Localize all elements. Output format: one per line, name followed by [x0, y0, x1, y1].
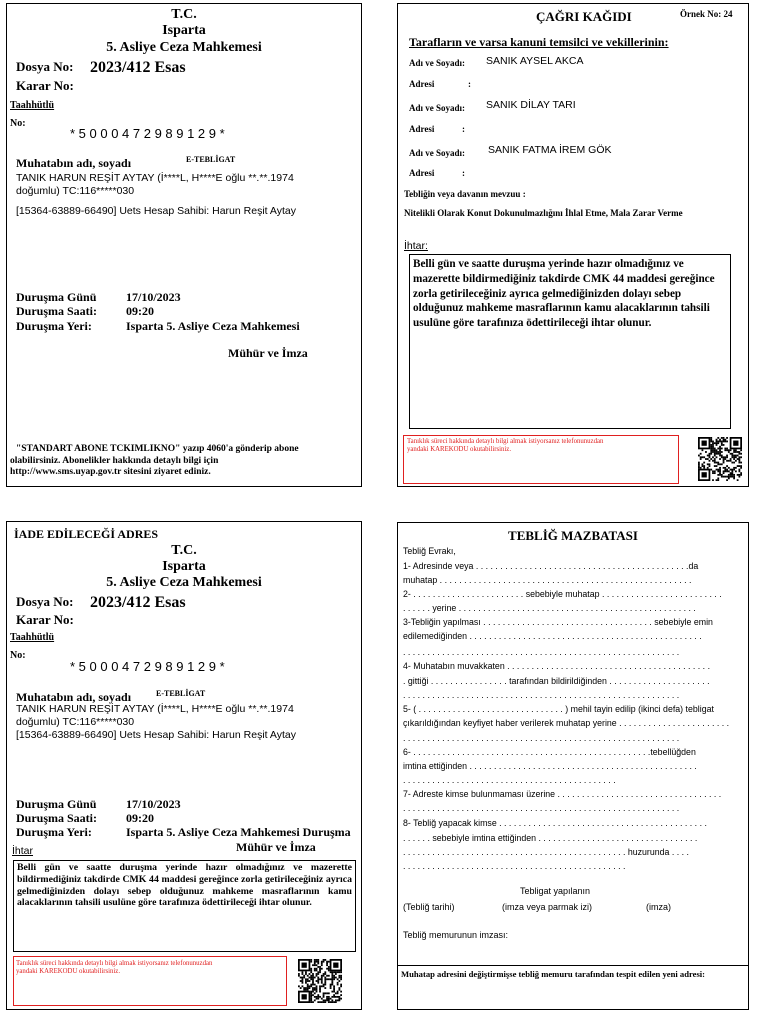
mazbata-line: . . . . . . . . . . . . . . . . . . . . . . . . . . . . . . . . . . . . . . . . . . . . . .	[403, 861, 626, 871]
party-2-address-colon: :	[462, 124, 465, 134]
karar-label-bottom: Karar No:	[16, 612, 74, 627]
party-1-address-colon: :	[468, 79, 471, 89]
sms-line2: olabilirsiniz. Abonelikler hakkında detaylı bilgi için	[10, 456, 219, 466]
teblig-konu-label: Tebliğin veya davanın mevzuu :	[404, 189, 526, 199]
party-3-name-label: Adı ve Soyadı:	[409, 148, 466, 158]
mazbata-line: . . . . . . . . . . . . . . . . . . . . . . . . . . . . . . . . . . . . . . . . . . . .	[403, 775, 616, 785]
yeni-adres-label: Muhatap adresini değiştirmişse tebliğ memuru tarafından tespit edilen yeni adresi:	[401, 969, 706, 979]
mazbata-line: 7- Adreste kimse bulunmaması üzerine . . . . . . . . . . . . . . . . . . . . . . . . . . . . . . . . . .	[403, 789, 722, 799]
city-heading-bottom: Isparta	[162, 559, 206, 574]
karar-label: Karar No:	[16, 78, 74, 93]
dosya-value: 2023/412 Esas	[90, 59, 186, 76]
mazbata-line: 2- . . . . . . . . . . . . . . . . . . . . . . . sebebiyle muhatap . . . . . . . . . . . . . . . . . . . . . . . . .	[403, 589, 722, 599]
party-1-name: SANIK AYSEL AKCA	[486, 55, 584, 67]
mazbata-line: . . . . . . . . . . . . . . . . . . . . . . . . . . . . . . . . . . . . . . . . . . . . . . . . . . . . . . . . .	[403, 647, 680, 657]
etebligat-label: E-TEBLİGAT	[186, 155, 236, 164]
mazbata-line: 4- Muhatabın muvakkaten . . . . . . . . . . . . . . . . . . . . . . . . . . . . . . . . . . . . . . . . . .	[403, 661, 711, 671]
muhatap-label-bottom: Muhatabın adı, soyadı	[16, 690, 132, 704]
mazbata-line: 5- ( . . . . . . . . . . . . . . . . . . . . . . . . . . . . . . ) mehil tayin edilip (ikinci defa) tebligat	[403, 704, 714, 714]
ihtar-text-top: Belli gün ve saatte duruşma yerinde hazır olmadığınız ve mazerette bildirmediğiniz takdirde CMK 44 maddesi gereğince zorla getirileceğiniz ayrıca gelmediğinizden dolayı sebep olduğunuz mahkeme masraflarının kamu alacaklarının tahsili usulüne göre tarafınıza ödettirileceği ihtar olunur.	[413, 258, 715, 330]
dosya-label-bottom: Dosya No:	[16, 594, 74, 609]
dosya-label: Dosya No:	[16, 59, 74, 74]
dosya-value-bottom: 2023/412 Esas	[90, 594, 186, 611]
memur-imzasi: Tebliğ memurunun imzası:	[403, 930, 509, 940]
mazbata-line: . gittiği . . . . . . . . . . . . . . . . tarafından bildirildiğinden . . . . . . . . . . . . . . . . . . . . .	[403, 676, 710, 686]
muhatap-line2-bottom: doğumlu) TC:116*****030	[16, 716, 135, 728]
durusma-yeri-value-bottom: Isparta 5. Asliye Ceza Mahkemesi Duruşma	[126, 825, 351, 839]
durusma-gunu-label-bottom: Duruşma Günü	[16, 797, 97, 811]
durusma-saati-label: Duruşma Saati:	[16, 304, 98, 318]
city-heading: Isparta	[162, 23, 206, 38]
durusma-saati-label-bottom: Duruşma Saati:	[16, 811, 98, 825]
ihtar-label-bottom: İhtar	[12, 845, 34, 857]
etebligat-label-bottom: E-TEBLİGAT	[156, 689, 206, 698]
qr-code-top[interactable]	[698, 437, 742, 481]
tc-heading: T.C.	[171, 7, 197, 22]
mazbata-line: . . . . . . . . . . . . . . . . . . . . . . . . . . . . . . . . . . . . . . . . . . . . . . . . . . . . . . . . .	[403, 690, 680, 700]
durusma-gunu-value-bottom: 17/10/2023	[126, 797, 181, 811]
durusma-yeri-value: Isparta 5. Asliye Ceza Mahkemesi	[126, 319, 300, 333]
party-3-address-label: Adresi	[409, 168, 435, 178]
mazbata-line: . . . . . . . . . . . . . . . . . . . . . . . . . . . . . . . . . . . . . . . . . . . . . . huzurunda . . . .	[403, 847, 689, 857]
muhatap-line1: TANIK HARUN REŞİT AYTAY (İ****L, H****E oğlu **.**.1974	[16, 172, 294, 184]
muhatap-label: Muhatabın adı, soyadı	[16, 156, 132, 170]
mazbata-line: muhatap . . . . . . . . . . . . . . . . . . . . . . . . . . . . . . . . . . . . . . . . . . . . . . . . . . . .	[403, 575, 692, 585]
sms-line1: "STANDART ABONE TCKIMLIKNO" yazıp 4060'a gönderip abone	[16, 444, 299, 454]
mazbata-line: . . . . . . . . . . . . . . . . . . . . . . . . . . . . . . . . . . . . . . . . . . . . . . . . . . . . . . . . .	[403, 733, 680, 743]
no-label-bottom: No:	[10, 650, 26, 661]
mazbata-line: . . . . . . . . . . . . . . . . . . . . . . . . . . . . . . . . . . . . . . . . . . . . . . . . . . . . . . . . .	[403, 803, 680, 813]
mazbata-line: 1- Adresinde veya . . . . . . . . . . . . . . . . . . . . . . . . . . . . . . . . . . . . . . . . . . . .da	[403, 561, 699, 571]
teblig-mazbatasi-title: TEBLİĞ MAZBATASI	[508, 528, 638, 543]
party-3-name: SANIK FATMA İREM GÖK	[488, 144, 612, 156]
taahhutlu-label-bottom: Taahhütlü	[10, 632, 55, 643]
taraflar-heading: Tarafların ve varsa kanuni temsilci ve vekillerinin:	[409, 35, 669, 49]
tanik-notice-line2-top: yandaki KAREKODU okutabilirsiniz.	[407, 446, 512, 453]
tc-heading-bottom: T.C.	[171, 543, 197, 558]
imza-parmak: (imza veya parmak izi)	[502, 902, 593, 912]
party-2-name-label: Adı ve Soyadı:	[409, 103, 466, 113]
iade-heading: İADE EDİLECEĞİ ADRES	[14, 527, 159, 541]
durusma-gunu-value: 17/10/2023	[126, 290, 181, 304]
tanik-notice-line1-top: Tanıklık süreci hakkında detaylı bilgi almak istiyorsanız telefonunuzdan	[407, 438, 604, 445]
muhatap-line2: doğumlu) TC:116*****030	[16, 185, 135, 197]
taahhutlu-label: Taahhütlü	[10, 100, 55, 111]
no-label: No:	[10, 118, 26, 129]
party-2-name: SANIK DİLAY TARI	[486, 99, 576, 111]
footer-divider	[397, 965, 749, 966]
durusma-yeri-label: Duruşma Yeri:	[16, 319, 92, 333]
mazbata-line: 3-Tebliğin yapılması . . . . . . . . . . . . . . . . . . . . . . . . . . . . . . . . . . . sebebiyle emin	[403, 617, 713, 627]
mazbata-line: edilemediğinden . . . . . . . . . . . . . . . . . . . . . . . . . . . . . . . . . . . . . . . . . . . . . . . .	[403, 631, 702, 641]
tanik-notice-line2-bottom: yandaki KAREKODU okutabilirsiniz.	[16, 968, 121, 975]
durusma-yeri-label-bottom: Duruşma Yeri:	[16, 825, 92, 839]
durusma-saati-value-bottom: 09:20	[126, 811, 154, 825]
teblig-konu: Nitelikli Olarak Konut Dokunulmazlığını İhlal Etme, Mala Zarar Verme	[404, 208, 683, 218]
durusma-gunu-label: Duruşma Günü	[16, 290, 97, 304]
mazbata-line: çıkarıldığından keyfiyet haber verilerek muhatap yerine . . . . . . . . . . . . . . . . . . . . . . .	[403, 718, 730, 728]
durusma-saati-value: 09:20	[126, 304, 154, 318]
court-heading: 5. Asliye Ceza Mahkemesi	[106, 40, 262, 55]
party-3-address-colon: :	[462, 168, 465, 178]
mazbata-line: 8- Tebliğ yapacak kimse . . . . . . . . . . . . . . . . . . . . . . . . . . . . . . . . . . . . . . . . . . .	[403, 818, 707, 828]
teblig-tarihi: (Tebliğ tarihi)	[403, 902, 455, 912]
tanik-notice-line1-bottom: Tanıklık süreci hakkında detaylı bilgi almak istiyorsanız telefonunuzdan	[16, 960, 213, 967]
muhur-imza-bottom: Mühür ve İmza	[236, 840, 316, 854]
party-1-name-label: Adı ve Soyadı:	[409, 58, 466, 68]
mazbata-line: Tebliğ Evrakı,	[403, 546, 456, 556]
muhur-imza: Mühür ve İmza	[228, 346, 308, 360]
ornek-no: Örnek No: 24	[680, 9, 733, 19]
qr-code-bottom[interactable]	[298, 959, 342, 1003]
ihtar-label-top: İhtar:	[404, 240, 428, 252]
imza: (imza)	[646, 902, 671, 912]
mazbata-line: . . . . . . sebebiyle imtina ettiğinden . . . . . . . . . . . . . . . . . . . . . . . . . . . . . . . . .	[403, 833, 698, 843]
court-heading-bottom: 5. Asliye Ceza Mahkemesi	[106, 575, 262, 590]
ihtar-text-bottom: Belli gün ve saatte duruşma yerinde hazır olmadığınız ve mazerette bildirmediğiniz takdirde CMK 44 maddesi gereğince zorla getirileceğiniz ayrıca gelmediğinizden dolayı sebep olduğunuz mahkeme masraflarının kamu alacaklarının tahsili usulüne göre tarafınıza ödettirileceği ihtar olunur.	[17, 862, 352, 909]
barcode-number-bottom: * 5 0 0 0 4 7 2 9 8 9 1 2 9 *	[70, 659, 225, 674]
party-2-address-label: Adresi	[409, 124, 435, 134]
mazbata-line: 6- . . . . . . . . . . . . . . . . . . . . . . . . . . . . . . . . . . . . . . . . . . . . . . . . .tebellüğden	[403, 747, 696, 757]
uets-line: [15364-63889-66490] Uets Hesap Sahibi: Harun Reşit Aytay	[16, 205, 296, 217]
sms-line3: http://www.sms.uyap.gov.tr sitesini ziyaret ediniz.	[10, 467, 211, 477]
tebligat-yapilanin: Tebligat yapılanın	[520, 886, 591, 896]
muhatap-line1-bottom: TANIK HARUN REŞİT AYTAY (İ****L, H****E oğlu **.**.1974	[16, 703, 294, 715]
uets-line-bottom: [15364-63889-66490] Uets Hesap Sahibi: Harun Reşit Aytay	[16, 729, 296, 741]
barcode-number: * 5 0 0 0 4 7 2 9 8 9 1 2 9 *	[70, 126, 225, 141]
cagri-kagidi-title: ÇAĞRI KAĞIDI	[536, 9, 632, 24]
party-1-address-label: Adresi	[409, 79, 435, 89]
mazbata-line: imtina ettiğinden . . . . . . . . . . . . . . . . . . . . . . . . . . . . . . . . . . . . . . . . . . . . . . .	[403, 761, 697, 771]
mazbata-line: . . . . . . yerine . . . . . . . . . . . . . . . . . . . . . . . . . . . . . . . . . . . . . . . . . . . . . . . . .	[403, 603, 696, 613]
